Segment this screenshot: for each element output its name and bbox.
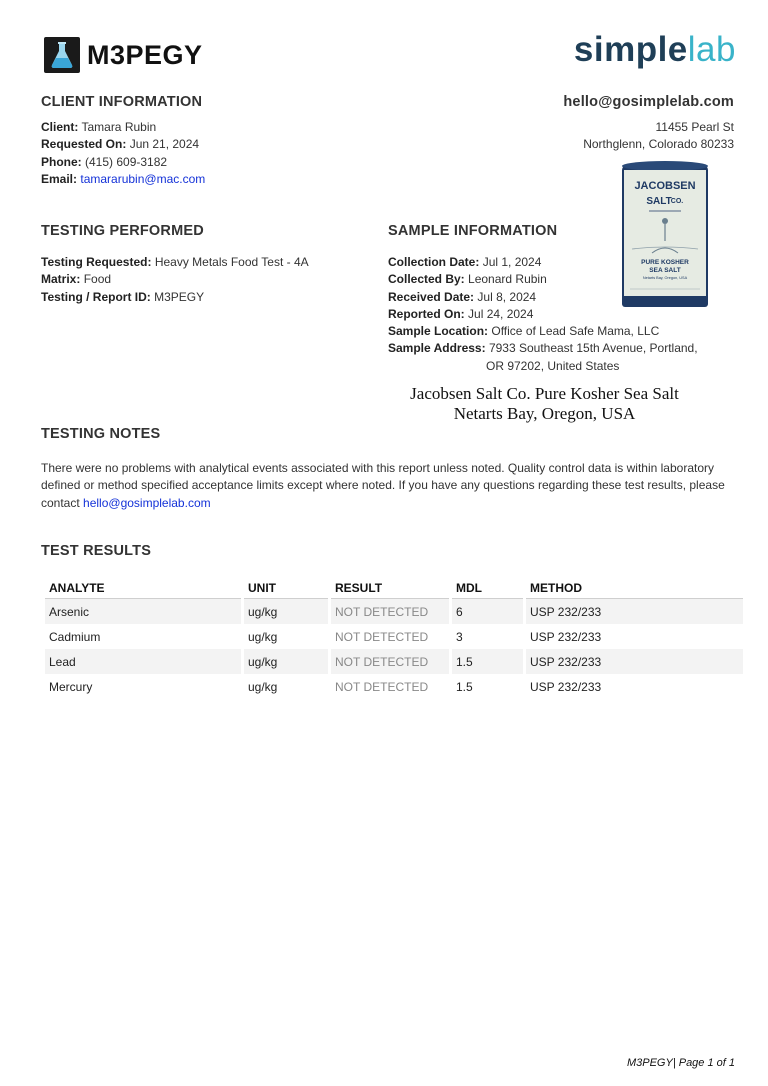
- column-header: ANALYTE: [45, 578, 241, 599]
- test-results-heading: TEST RESULTS: [41, 543, 152, 559]
- svg-text:Netarts Bay, Oregon, USA: Netarts Bay, Oregon, USA: [642, 276, 688, 280]
- testing-performed-heading: TESTING PERFORMED: [41, 223, 204, 239]
- collection-date: Jul 1, 2024: [482, 255, 542, 269]
- sample-address-line2: OR 97202, United States: [486, 358, 620, 373]
- client-info-heading: CLIENT INFORMATION: [41, 94, 203, 110]
- lab-email[interactable]: hello@gosimplelab.com: [563, 94, 734, 110]
- table-row: Mercury ug/kg NOT DETECTED 1.5 USP 232/233: [49, 679, 602, 694]
- testing-notes-heading: TESTING NOTES: [41, 426, 161, 442]
- svg-text:JACOBSEN: JACOBSEN: [634, 180, 696, 192]
- report-id-value: M3PEGY: [154, 289, 205, 304]
- simplelab-logo: simplelab: [573, 30, 736, 69]
- table-row: Arsenic ug/kg NOT DETECTED 6 USP 232/233: [45, 599, 743, 624]
- svg-text:SEA SALT: SEA SALT: [649, 267, 681, 274]
- sample-address: 7933 Southeast 15th Avenue, Portland,: [488, 341, 698, 356]
- report-id-logo: M3PEGY: [87, 39, 203, 70]
- client-info-block: Client: Tamara Rubin Requested On: Jun 21, 2024 Phone: (415) 609-3182 Email: tamararubin@mac.com: [41, 120, 206, 186]
- svg-text:SALT: SALT: [646, 196, 672, 207]
- notes-email-link[interactable]: hello@gosimplelab.com: [83, 495, 211, 510]
- column-header: RESULT: [331, 578, 449, 599]
- svg-text:CO.: CO.: [670, 198, 684, 205]
- column-header: METHOD: [526, 578, 743, 599]
- testing-performed-block: Testing Requested: Heavy Metals Food Test - 4A Matrix: Food Testing / Report ID: M3PEGY: [41, 255, 309, 304]
- reported-date: Jul 24, 2024: [468, 306, 534, 321]
- client-name: Tamara Rubin: [81, 120, 157, 134]
- collected-by: Leonard Rubin: [468, 272, 547, 287]
- column-header: UNIT: [244, 578, 328, 599]
- sample-location: Office of Lead Safe Mama, LLC: [491, 324, 660, 339]
- matrix-value: Food: [83, 272, 112, 287]
- column-header: MDL: [452, 578, 523, 599]
- sample-info-block: Collection Date: Jul 1, 2024 Collected By: Leonard Rubin Received Date: Jul 8, 2024 Reported On: Jul 24, 2024 Sample Location: Office of Lead Safe Mama, LLC Sample Address: 7933 Southeast 15th Avenue, Portland, OR 97202, United States: [388, 254, 708, 375]
- table-header-row: [45, 578, 743, 599]
- testing-requested: Heavy Metals Food Test - 4A: [154, 255, 309, 269]
- test-results-table: [42, 578, 746, 699]
- table-row: Lead ug/kg NOT DETECTED 1.5 USP 232/233: [45, 649, 743, 674]
- table-row: Cadmium ug/kg NOT DETECTED 3 USP 232/233: [49, 629, 602, 644]
- page-footer: M3PEGY| Page 1 of 1: [626, 1057, 735, 1069]
- client-email-link[interactable]: tamararubin@mac.com: [80, 171, 206, 186]
- sample-info-heading: SAMPLE INFORMATION: [388, 223, 558, 239]
- client-phone: (415) 609-3182: [85, 154, 168, 169]
- requested-date: Jun 21, 2024: [129, 137, 200, 152]
- lab-address: 11455 Pearl St Northglenn, Colorado 80233: [583, 120, 734, 152]
- report-logo: [44, 37, 203, 73]
- received-date: Jul 8, 2024: [477, 289, 537, 304]
- product-name: Jacobsen Salt Co. Pure Kosher Sea Salt Netarts Bay, Oregon, USA: [410, 384, 679, 423]
- testing-notes-text: There were no problems with analytical events associated with this report unless noted. Quality control data is within laboratory defined or method specified acceptance limits except where noted. If you have any questions regarding these test results, please contact hello@gosimplelab.com: [41, 461, 725, 510]
- svg-text:PURE KOSHER: PURE KOSHER: [641, 259, 689, 266]
- flask-icon: [44, 37, 80, 73]
